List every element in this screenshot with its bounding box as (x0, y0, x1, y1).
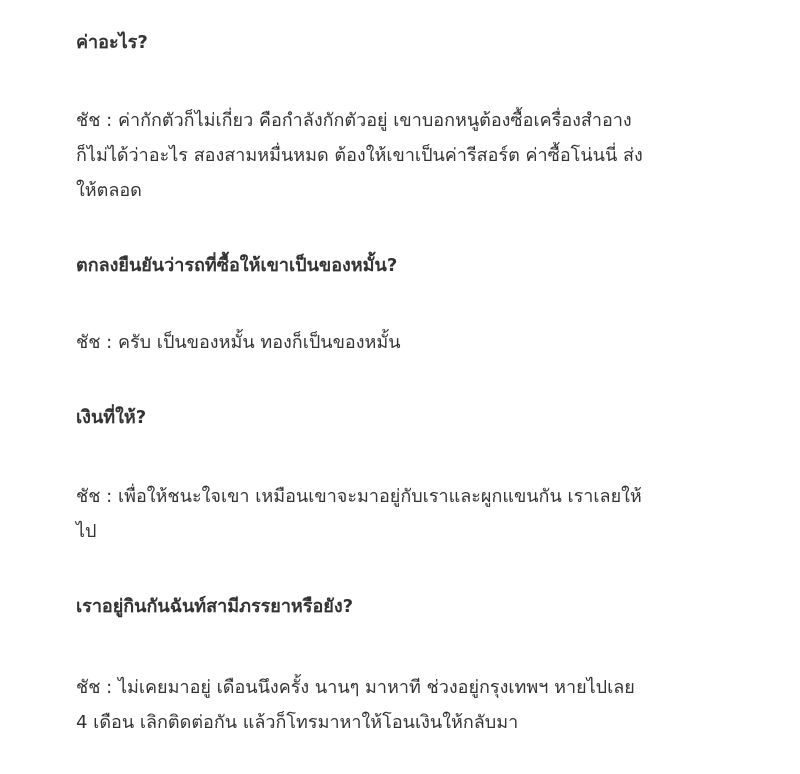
answer-line: ชัช : เพื่อให้ชนะใจเขา เหมือนเขาจะมาอยู่กับเราและผูกแขนกัน เราเลยให้ (76, 486, 642, 507)
answer-paragraph (76, 479, 706, 549)
question-heading: เราอยู่กินกันฉันท์สามีภรรยาหรือยัง? (76, 596, 354, 617)
answer-line: ไป (76, 521, 97, 542)
question-heading: ค่าอะไร? (76, 32, 148, 53)
answer-line: ก็ไม่ได้ว่าอะไร สองสามหมื่นหมด ต้องให้เขาเป็นค่ารีสอร์ต ค่าซื้อโน่นนี่ ส่ง (76, 145, 643, 166)
answer-line: 4 เดือน เลิกติดต่อกัน แล้วก็โทรมาหาให้โอนเงินให้กลับมา (76, 712, 519, 733)
answer-paragraph (76, 670, 706, 740)
question-heading: เงินที่ให้? (76, 407, 147, 428)
answer-line: ให้ตลอด (76, 180, 142, 201)
answer-paragraph (76, 103, 706, 208)
answer-line: ชัช : ไม่เคยมาอยู่ เดือนนึงครั้ง นานๆ มาหาที ช่วงอยู่กรุงเทพฯ หายไปเลย (76, 677, 635, 698)
question-heading: ตกลงยืนยันว่ารถที่ซื้อให้เขาเป็นของหมั้น? (76, 255, 398, 276)
answer-line: ชัช : ครับ เป็นของหมั้น ทองก็เป็นของหมั้น (76, 332, 401, 353)
answer-paragraph (76, 325, 706, 360)
answer-line: ชัช : ค่ากักตัวก็ไม่เกี่ยว คือกำลังกักตัวอยู่ เขาบอกหนูต้องซื้อเครื่องสำอาง (76, 110, 632, 131)
